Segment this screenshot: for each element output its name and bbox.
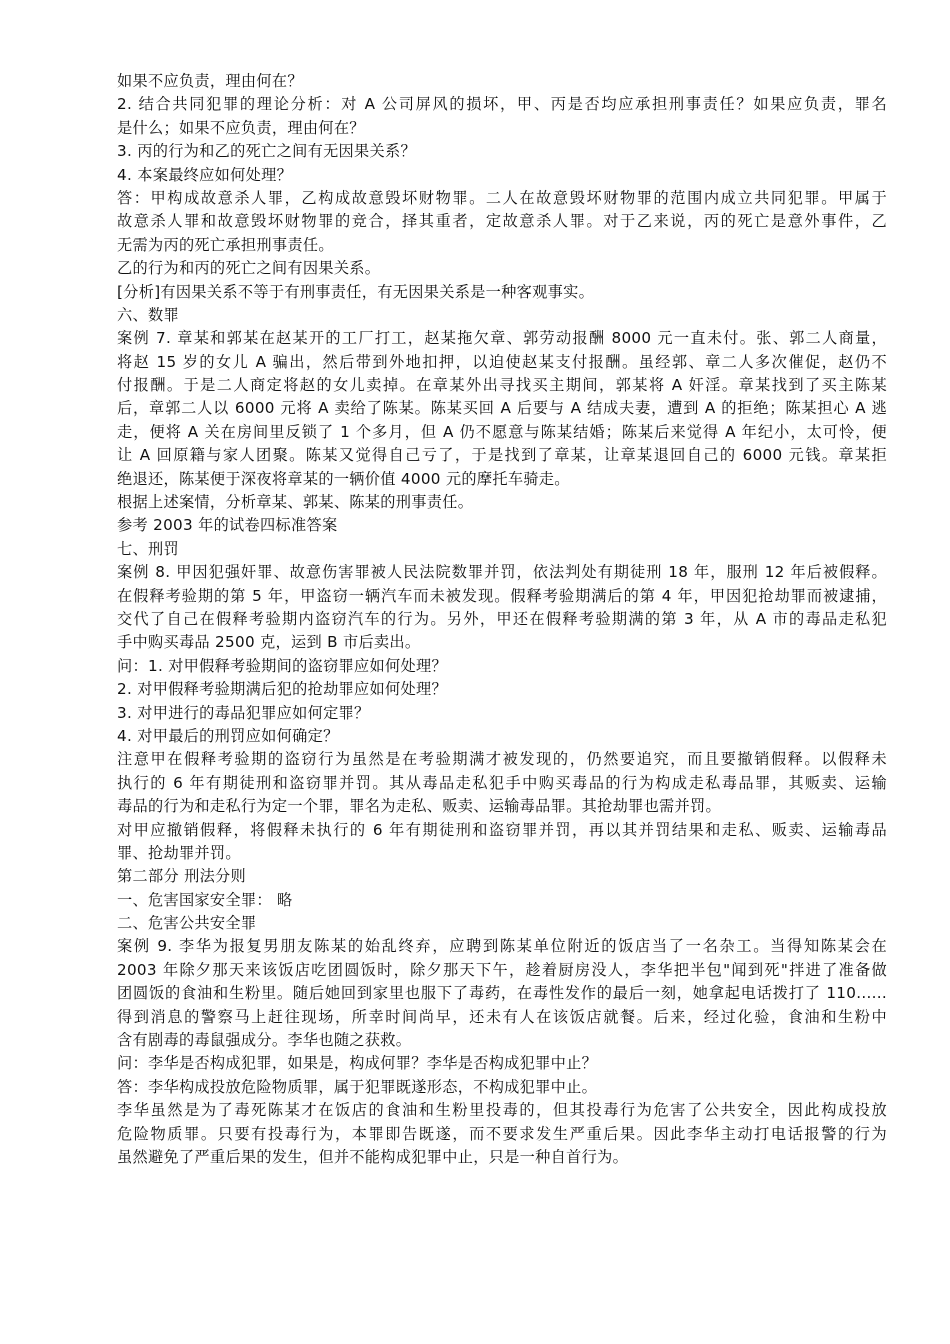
text-line: 执行的 6 年有期徒刑和盗窃罪并罚。其从毒品走私犯手中购买毒品的行为构成走私毒品罪，其贩卖、运输: [117, 773, 887, 792]
document-page: [117, 70, 887, 1169]
text-line: 走，便将 A 关在房间里反锁了 1 个多月，但 A 仍不愿意与陈某结婚；陈某后来觉得 A 年纪小，太可怜，便: [117, 422, 887, 441]
text-line: 六、数罪: [117, 305, 179, 324]
text-line: 手中购买毒品 2500 克，运到 B 市后卖出。: [117, 633, 421, 652]
text-line: 让 A 回原籍与家人团聚。陈某又觉得自己亏了，于是找到了章某，让章某退回自己的 6000 元钱。章某拒: [117, 446, 887, 465]
text-line: 付报酬。于是二人商定将赵的女儿卖掉。在章某外出寻找买主期间，郭某将 A 奸淫。章某找到了买主陈某: [117, 376, 887, 395]
text-line: 问：李华是否构成犯罪，如果是，构成何罪？李华是否构成犯罪中止？: [117, 1054, 598, 1073]
text-line: 是什么；如果不应负责，理由何在？: [117, 118, 365, 137]
text-line: 得到消息的警察马上赶往现场，所幸时间尚早，还未有人在该饭店就餐。后来，经过化验，食油和生粉中: [117, 1007, 887, 1026]
text-line: 2. 对甲假释考验期满后犯的抢劫罪应如何处理？: [117, 680, 447, 699]
text-line: 在假释考验期的第 5 年，甲盗窃一辆汽车而未被发现。假释考验期满后的第 4 年，甲因犯抢劫罪而被逮捕，: [117, 586, 887, 605]
text-line: 团圆饭的食油和生粉里。随后她回到家里也服下了毒药，在毒性发作的最后一刻，她拿起电话拨打了 110......: [117, 984, 887, 1003]
text-line: 2003 年除夕那天来该饭店吃团圆饭时，除夕那天下午，趁着厨房没人，李华把半包"闻到死"拌进了准备做: [117, 960, 887, 979]
text-line: 如果不应负责，理由何在？: [117, 72, 303, 90]
text-line: 含有剧毒的毒鼠强成分。李华也随之获救。: [117, 1031, 412, 1050]
text-line: 4. 对甲最后的刑罚应如何确定？: [117, 726, 339, 745]
text-line: 交代了自己在假释考验期内盗窃汽车的行为。另外，甲还在假释考验期满的第 3 年，从 A 市的毒品走私犯: [117, 609, 887, 628]
text-line: 对甲应撤销假释，将假释未执行的 6 年有期徒刑和盗窃罪并罚，再以其并罚结果和走私、贩卖、运输毒品: [117, 820, 887, 839]
text-line: 无需为丙的死亡承担刑事责任。: [117, 235, 334, 254]
text-line: 故意杀人罪和故意毁坏财物罪的竞合，择其重者，定故意杀人罪。对于乙来说，丙的死亡是意外事件，乙: [117, 212, 887, 231]
text-line: 参考 2003 年的试卷四标准答案: [117, 516, 338, 535]
text-line: 4. 本案最终应如何处理？: [117, 165, 293, 184]
text-line: 答：甲构成故意杀人罪，乙构成故意毁坏财物罪。二人在故意毁坏财物罪的范围内成立共同犯罪。甲属于: [117, 188, 887, 207]
text-line: 危险物质罪。只要有投毒行为，本罪即告既遂，而不要求发生严重后果。因此李华主动打电话报警的行为: [117, 1124, 887, 1143]
text-line: 罪、抢劫罪并罚。: [117, 843, 241, 862]
text-line: 问：1. 对甲假释考验期间的盗窃罪应如何处理？: [117, 656, 447, 675]
text-line: 3. 丙的行为和乙的死亡之间有无因果关系？: [117, 142, 416, 161]
text-line: 3. 对甲进行的毒品犯罪应如何定罪？: [117, 703, 370, 722]
text-line: 案例 9. 李华为报复男朋友陈某的始乱终弃，应聘到陈某单位附近的饭店当了一名杂工。当得知陈某会在: [117, 937, 887, 956]
text-line: 第二部分 刑法分则: [117, 867, 247, 886]
text-line: 虽然避免了严重后果的发生，但并不能构成犯罪中止，只是一种自首行为。: [117, 1147, 629, 1166]
text-line: 后，章郭二人以 6000 元将 A 卖给了陈某。陈某买回 A 后要与 A 结成夫妻，遭到 A 的拒绝；陈某担心 A 逃: [117, 399, 887, 418]
text-line: 2. 结合共同犯罪的理论分析：对 A 公司屏风的损坏，甲、丙是否均应承担刑事责任？如果应负责，罪名: [117, 95, 887, 114]
text-line: 李华虽然是为了毒死陈某才在饭店的食油和生粉里投毒的，但其投毒行为危害了公共安全，因此构成投放: [117, 1101, 887, 1120]
text-line: 七、刑罚: [117, 539, 179, 558]
text-line: 注意甲在假释考验期的盗窃行为虽然是在考验期满才被发现的，仍然要追究，而且要撤销假释。以假释未: [117, 750, 887, 769]
text-line: 将赵 15 岁的女儿 A 骗出，然后带到外地扣押，以迫使赵某支付报酬。虽经郭、章二人多次催促，赵仍不: [117, 352, 887, 371]
text-line: 毒品的行为和走私行为定一个罪，罪名为走私、贩卖、运输毒品罪。其抢劫罪也需并罚。: [117, 797, 722, 816]
text-line: 根据上述案情，分析章某、郭某、陈某的刑事责任。: [117, 493, 474, 512]
text-line: 绝退还，陈某便于深夜将章某的一辆价值 4000 元的摩托车骑走。: [117, 469, 570, 488]
text-line: 案例 7. 章某和郭某在赵某开的工厂打工，赵某拖欠章、郭劳动报酬 8000 元一直未付。张、郭二人商量，: [117, 329, 887, 348]
text-line: 案例 8. 甲因犯强奸罪、故意伤害罪被人民法院数罪并罚，依法判处有期徒刑 18 年，服刑 12 年后被假释。: [117, 563, 887, 582]
text-line: 答：李华构成投放危险物质罪，属于犯罪既遂形态，不构成犯罪中止。: [117, 1077, 598, 1096]
text-line: [分析]有因果关系不等于有刑事责任，有无因果关系是一种客观事实。: [117, 282, 595, 301]
text-line: 乙的行为和丙的死亡之间有因果关系。: [117, 259, 381, 278]
text-line: 二、危害公共安全罪: [117, 914, 257, 933]
text-line: 一、危害国家安全罪： 略: [117, 890, 293, 909]
